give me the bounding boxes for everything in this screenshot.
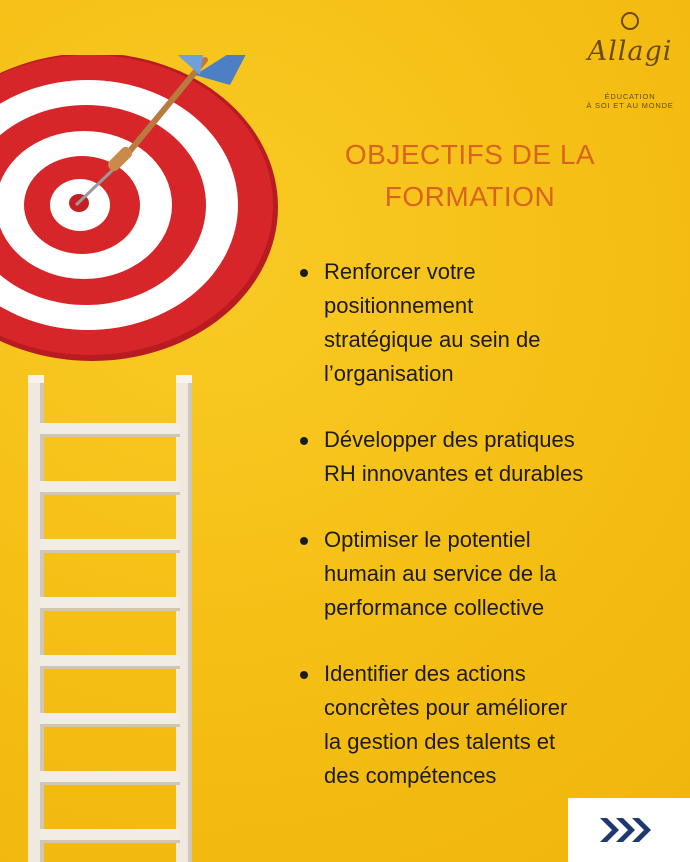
ladder-rung-shadow [40, 840, 180, 843]
ladder-rung-shadow [40, 550, 180, 553]
ladder-rung-shadow [40, 782, 180, 785]
objectives-list [296, 255, 676, 825]
bullet-icon [300, 269, 308, 277]
title-line1: OBJECTIFS DE LA [344, 139, 596, 170]
objective-4-line2: concrètes pour améliorer [324, 695, 568, 720]
objective-1-line4: l’organisation [324, 361, 454, 386]
logo-ring [621, 12, 639, 30]
ladder-illustration [16, 375, 206, 862]
page-title [290, 134, 650, 218]
logo-tagline [580, 92, 680, 110]
dartboard [0, 55, 278, 361]
target-illustration [0, 55, 280, 365]
ladder-rails [28, 375, 192, 862]
ladder-rung-shadow [40, 608, 180, 611]
objective-3-line2: humain au service de la [324, 561, 557, 586]
objective-3-line3: performance collective [324, 595, 545, 620]
bullet-icon [300, 537, 308, 545]
objective-4-line1: Identifier des actions [324, 661, 526, 686]
objective-2-line1: Développer des pratiques [324, 427, 575, 452]
chevrons-right-icon [598, 816, 658, 844]
bullet-icon [300, 437, 308, 445]
ladder-rung-shadow [40, 434, 180, 437]
list-item [296, 657, 676, 793]
objective-4-line3: la gestion des talents et [324, 729, 556, 754]
logo-word: Allagi [587, 36, 673, 67]
objective-1-line2: positionnement [324, 293, 474, 318]
ladder-rung-shadow [40, 666, 180, 669]
list-item [296, 523, 676, 625]
ladder-rung-shadow [40, 492, 180, 495]
list-item [296, 423, 676, 491]
objective-3-line1: Optimiser le potentiel [324, 527, 531, 552]
next-button[interactable] [568, 798, 690, 862]
bullet-icon [300, 671, 308, 679]
objective-2-line2: RH innovantes et durables [324, 461, 584, 486]
objective-1-line1: Renforcer votre [324, 259, 476, 284]
title-line2: FORMATION [384, 181, 556, 212]
objective-4-line4: des compétences [324, 763, 497, 788]
objective-1-line3: stratégique au sein de [324, 327, 541, 352]
logo-tagline-line1: ÉDUCATION [604, 92, 656, 101]
ladder-rung-shadow [40, 724, 180, 727]
ladder-rungs [40, 423, 180, 843]
list-item [296, 255, 676, 391]
allagi-logo [580, 10, 680, 130]
logo-tagline-line2: À SOI ET AU MONDE [586, 101, 674, 110]
